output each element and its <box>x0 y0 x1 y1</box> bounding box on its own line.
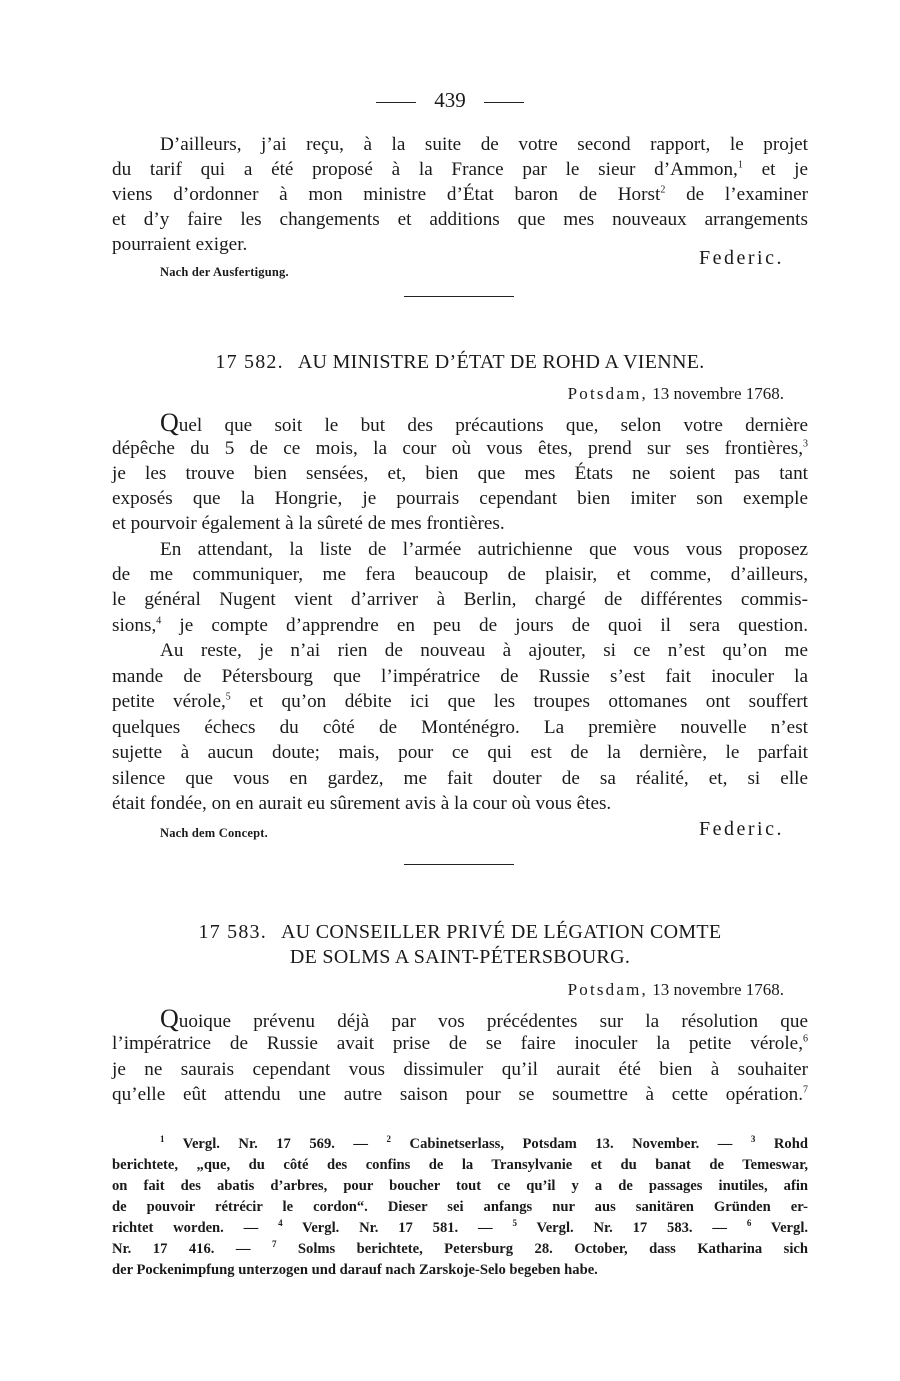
footnote-mark: 7 <box>271 1239 277 1250</box>
footnote-line: Nr. 17 416. — $^7$ Solms berichtete, Petersburg 28. October, dass Katharina sich <box>112 1239 808 1257</box>
footnote-ref[interactable]: 5 <box>225 691 231 703</box>
footnote-ref[interactable]: 1 <box>737 159 743 171</box>
section-rule <box>404 864 514 865</box>
text-line: et pourvoir également à la sûreté de mes frontières. <box>112 513 505 534</box>
text-line: le général Nugent vient d’arriver à Berlin, chargé de différentes commis- <box>112 589 808 610</box>
drop-cap: Q <box>160 408 179 437</box>
header-dash-right <box>484 102 524 103</box>
text-line: quelques échecs du côté de Monténégro. La première nouvelle n’est <box>112 717 808 738</box>
text-line: exposés que la Hongrie, je pourrais cependant bien imiter son exemple <box>112 488 808 509</box>
signature: Federic. <box>699 818 784 840</box>
footnote-mark: 5 <box>512 1218 517 1229</box>
text-line: mande de Pétersbourg que l’impératrice de Russie s’est fait inoculer la <box>112 666 808 687</box>
dateline-place: Potsdam, <box>567 980 649 999</box>
text-line: pourraient exiger. <box>112 234 248 255</box>
dateline <box>568 384 784 404</box>
footnote-mark: 4 <box>278 1218 283 1229</box>
header-dash-left <box>376 102 416 103</box>
footnote-ref[interactable]: 3 <box>803 438 808 450</box>
text-line: qu’elle eût attendu une autre saison pour se soumettre à cette opération.$^7$ <box>112 1084 808 1105</box>
footnote-line: berichtete, „que, du côté des confins de la Transylvanie et du banat de Temeswar, <box>112 1157 808 1173</box>
footnote-ref[interactable]: 7 <box>803 1084 808 1096</box>
text-line: du tarif qui a été proposé à la France par le sieur d’Ammon,$^1$ et je <box>112 159 808 180</box>
text-line: dépêche du 5 de ce mois, la cour où vous êtes, prend sur ses frontières,$^3$ <box>112 438 808 459</box>
text-line: D’ailleurs, j’ai reçu, à la suite de votre second rapport, le projet <box>160 134 808 155</box>
text-line: sujette à aucun doute; mais, pour ce qui est de la dernière, le parfait <box>112 742 808 763</box>
document-title-line2: DE SOLMS A SAINT-PÉTERSBOURG. <box>289 946 631 968</box>
document-heading <box>112 919 808 945</box>
signature: Federic. <box>699 247 784 269</box>
text-line: je les trouve bien sensées, et, bien que mes États ne soient pas tant <box>112 463 808 484</box>
footnote-line: der Pockenimpfung unterzogen und darauf nach Zarskoje-Selo begeben habe. <box>112 1262 598 1278</box>
document-heading <box>112 944 808 970</box>
footnote-line: richtet worden. — $^4$ Vergl. Nr. 17 581. — $^5$ Vergl. Nr. 17 583. — $^6$ Vergl. <box>112 1218 809 1236</box>
text-line: et d’y faire les changements et additions que mes nouveaux arrangements <box>112 209 808 230</box>
footnote-mark: 3 <box>750 1134 756 1145</box>
footnote-mark: 6 <box>746 1218 752 1229</box>
text-line: Quel que soit le but des précautions que, selon votre dernière <box>160 408 808 437</box>
dateline-place: Potsdam, <box>567 384 649 403</box>
footnote-ref[interactable]: 4 <box>156 615 162 627</box>
drop-cap: Q <box>160 1004 179 1033</box>
footnote-line: on fait des abatis d’arbres, pour boucher tout ce qu’il y a de passages inutiles, afin <box>112 1178 808 1194</box>
dateline-date: 13 novembre 1768. <box>652 980 784 999</box>
text-line: était fondée, on en aurait eu sûrement avis à la cour où vous êtes. <box>112 793 612 814</box>
text-line: En attendant, la liste de l’armée autrichienne que vous vous proposez <box>160 539 808 560</box>
source-note: Nach der Ausfertigung. <box>160 265 289 279</box>
footnote-mark: 1 <box>160 1134 165 1145</box>
document-number: 17 582. <box>215 351 284 373</box>
document-title-line1: AU CONSEILLER PRIVÉ DE LÉGATION COMTE <box>280 921 722 943</box>
text-line: silence que vous en gardez, me fait douter de sa réalité, et, si elle <box>112 768 808 789</box>
footnote-mark: 2 <box>386 1134 392 1145</box>
footnote-line: de pouvoir rétrécir le cordon“. Dieser sei anfangs nur aus sanitären Gründen er- <box>112 1199 808 1215</box>
text-line: Quoique prévenu déjà par vos précédentes sur la résolution que <box>160 1004 808 1033</box>
document-number: 17 583. <box>198 921 267 943</box>
footnote-ref[interactable]: 6 <box>803 1033 808 1045</box>
text-line: l’impératrice de Russie avait prise de se faire inoculer la petite vérole,$^6$ <box>112 1033 808 1054</box>
text-line: petite vérole,$^5$ et qu’on débite ici que les troupes ottomanes ont souffert <box>112 691 809 712</box>
source-note: Nach dem Concept. <box>160 826 268 840</box>
document-heading <box>112 349 808 375</box>
section-rule <box>404 296 514 297</box>
footnote-line: $^1$ Vergl. Nr. 17 569. — $^2$ Cabinetserlass, Potsdam 13. November. — $^3$ Rohd <box>160 1134 808 1152</box>
text-line: je ne saurais cependant vous dissimuler qu’il aurait été bien à souhaiter <box>112 1059 808 1080</box>
footnote-ref[interactable]: 2 <box>660 184 666 196</box>
text-line: viens d’ordonner à mon ministre d’État baron de Horst$^2$ de l’examiner <box>112 184 808 205</box>
text-line: de me communiquer, me fera beaucoup de plaisir, et comme, d’ailleurs, <box>112 564 808 585</box>
page-header <box>0 88 900 113</box>
text-line: sions,$^4$ je compte d’apprendre en peu de jours de quoi il sera question. <box>112 615 808 636</box>
document-title: AU MINISTRE D’ÉTAT DE ROHD A VIENNE. <box>297 351 705 373</box>
dateline-date: 13 novembre 1768. <box>652 384 784 403</box>
page-number: 439 <box>434 88 466 112</box>
dateline <box>568 980 784 1000</box>
text-line: Au reste, je n’ai rien de nouveau à ajouter, si ce n’est qu’on me <box>160 640 808 661</box>
